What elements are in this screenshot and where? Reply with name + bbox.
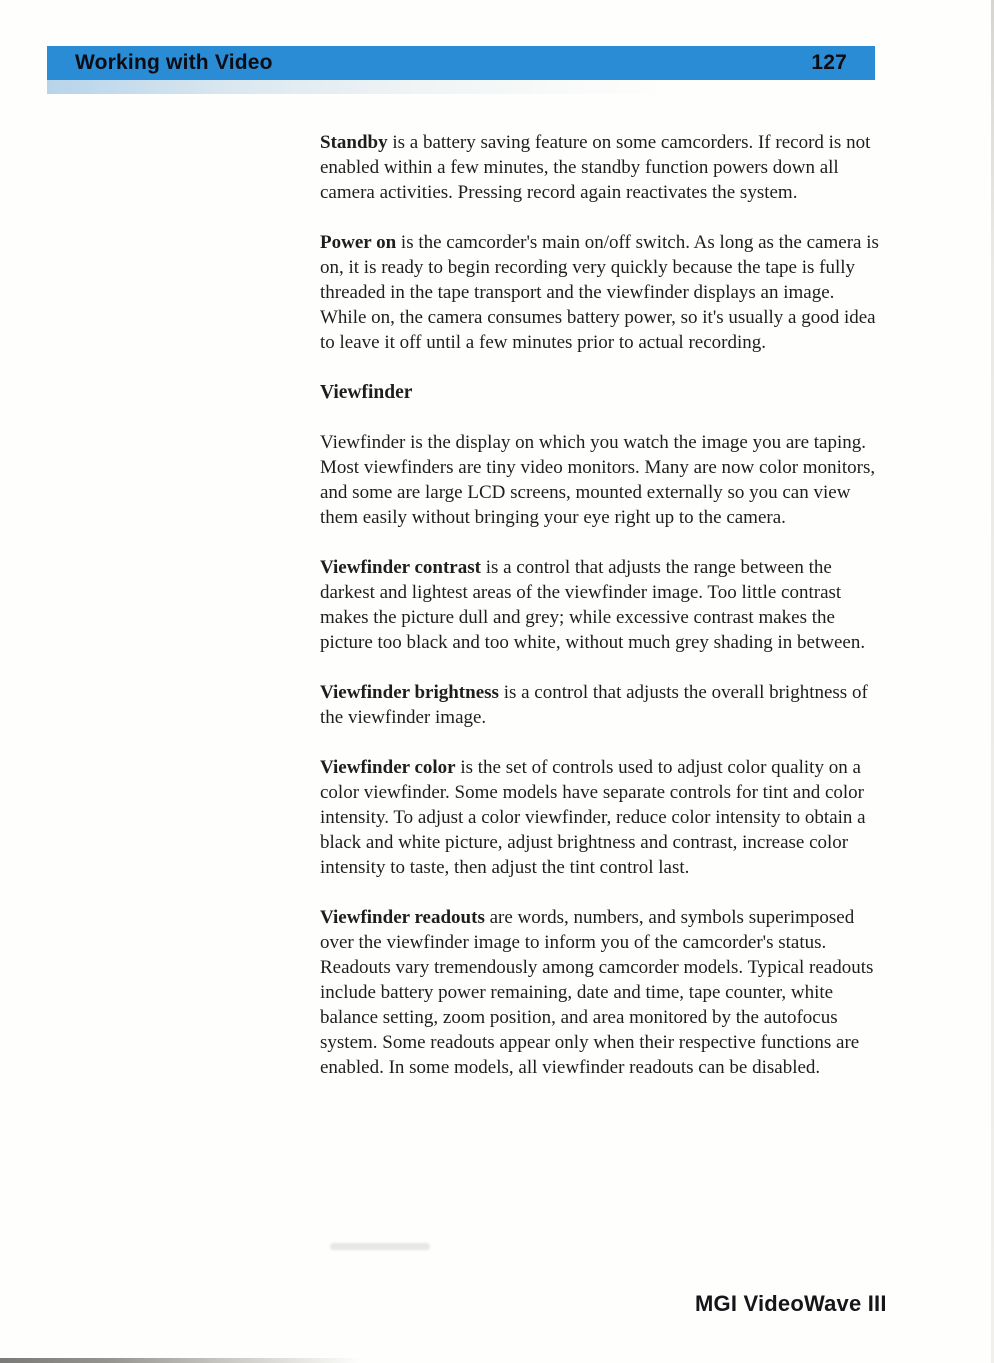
paragraph-viewfinder-contrast	[320, 555, 885, 655]
paragraph-viewfinder-intro	[320, 430, 885, 530]
section-title: Working with Video	[75, 51, 273, 74]
paragraph-body: is a control that adjusts the range between the darkest and lightest areas of the viewfinder image. Too little contrast makes the picture dull and grey; while excessive contrast makes the picture too black and too white, without much grey shading in between.	[320, 557, 866, 653]
paragraph-lead: Viewfinder color	[320, 757, 456, 778]
paragraph-viewfinder-brightness	[320, 680, 885, 730]
paragraph-body: is a control that adjusts the overall brightness of the viewfinder image.	[320, 682, 868, 728]
paragraph-standby	[320, 130, 885, 205]
paragraph-body: are words, numbers, and symbols superimposed over the viewfinder image to inform you of the camcorder's status. Readouts vary tremendously among camcorder models. Typical readouts include battery power remaining, date and time, tape counter, white balance setting, zoom position, and area monitored by the autofocus system. Some readouts appear only when their respective functions are enabled. In some models, all viewfinder readouts can be disabled.	[320, 907, 874, 1078]
product-name: MGI VideoWave III	[695, 1291, 887, 1316]
paragraph-lead: Power on	[320, 232, 397, 253]
scan-smudge-artifact	[330, 1243, 430, 1250]
scan-bottom-edge-artifact	[0, 1358, 360, 1363]
paragraph-body: is a battery saving feature on some camcorders. If record is not enabled within a few minutes, the standby function powers down all camera activities. Pressing record again reactivates the system.	[320, 132, 871, 203]
page-header-bar	[47, 46, 875, 80]
paragraph-viewfinder-color	[320, 755, 885, 880]
paragraph-body: is the set of controls used to adjust color quality on a color viewfinder. Some models have separate controls for tint and color intensity. To adjust a color viewfinder, reduce color intensity to obtain a black and white picture, adjust brightness and contrast, increase color intensity to taste, then adjust the tint control last.	[320, 757, 866, 878]
paragraph-lead: Standby	[320, 132, 388, 153]
paragraph-viewfinder-readouts	[320, 905, 885, 1080]
header-bar-shadow	[47, 80, 667, 94]
paragraph-lead: Viewfinder brightness	[320, 682, 499, 703]
paragraph-lead: Viewfinder contrast	[320, 557, 481, 578]
page-footer	[695, 1291, 887, 1317]
paragraph-power-on	[320, 230, 885, 355]
heading-viewfinder: Viewfinder	[320, 382, 413, 403]
page-number: 127	[811, 51, 847, 74]
paragraph-lead: Viewfinder readouts	[320, 907, 485, 928]
paragraph-body: is the camcorder's main on/off switch. As long as the camera is on, it is ready to begin recording very quickly because the tape is fully threaded in the tape transport and the viewfinder displays an image. While on, the camera consumes battery power, so it's usually a good idea to leave it off until a few minutes prior to actual recording.	[320, 232, 879, 353]
paragraph-body: Viewfinder is the display on which you watch the image you are taping. Most viewfinders are tiny video monitors. Many are now color monitors, and some are large LCD screens, mounted externally so you can view them easily without bringing your eye right up to the camera.	[320, 432, 876, 528]
page-content	[320, 130, 885, 1105]
